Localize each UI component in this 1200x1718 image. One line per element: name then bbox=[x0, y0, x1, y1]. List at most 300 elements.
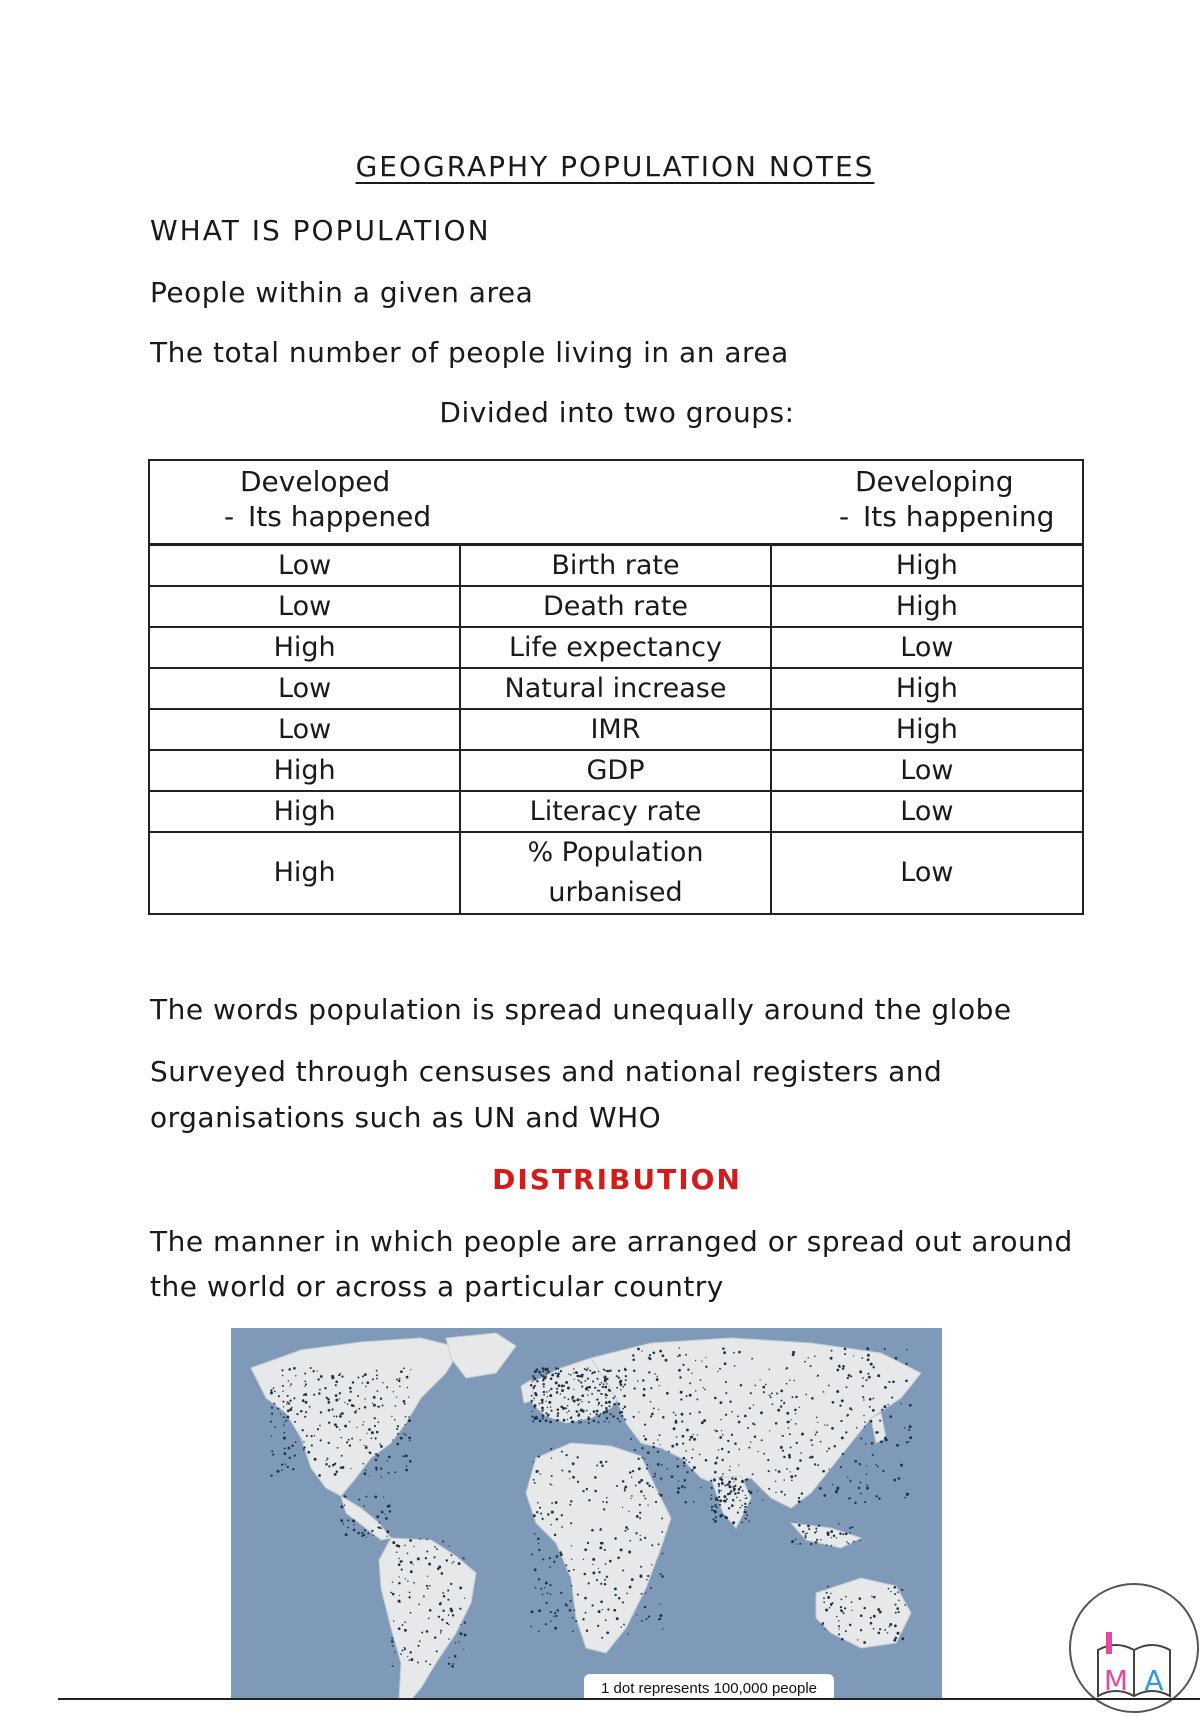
population-dot bbox=[446, 1622, 448, 1624]
population-dot bbox=[740, 1384, 743, 1387]
population-dot bbox=[286, 1415, 289, 1418]
population-dot bbox=[455, 1642, 456, 1643]
population-dot bbox=[893, 1639, 896, 1642]
population-dot bbox=[536, 1511, 538, 1513]
population-dot bbox=[832, 1484, 833, 1485]
population-dot bbox=[382, 1382, 383, 1383]
population-dot bbox=[614, 1396, 616, 1398]
africa-shape bbox=[526, 1443, 671, 1653]
population-dot bbox=[829, 1607, 831, 1609]
population-dot bbox=[604, 1375, 607, 1378]
population-dot bbox=[815, 1434, 817, 1436]
population-dot bbox=[748, 1490, 750, 1492]
population-dot bbox=[775, 1492, 776, 1493]
population-dot bbox=[904, 1497, 906, 1499]
population-dot bbox=[343, 1523, 345, 1525]
population-dot bbox=[594, 1476, 597, 1479]
population-dot bbox=[743, 1511, 745, 1513]
population-dot bbox=[607, 1608, 609, 1610]
population-dot bbox=[650, 1401, 652, 1403]
population-dot bbox=[768, 1470, 770, 1472]
population-dot bbox=[272, 1454, 273, 1455]
population-dot bbox=[676, 1436, 678, 1438]
population-dot bbox=[739, 1500, 741, 1502]
population-dot bbox=[365, 1469, 367, 1471]
population-dot bbox=[281, 1469, 283, 1471]
population-dot bbox=[302, 1410, 303, 1411]
population-dot bbox=[733, 1489, 735, 1491]
population-dot bbox=[725, 1414, 727, 1416]
population-dot bbox=[620, 1626, 621, 1627]
surveyed-line-1: Surveyed through censuses and national registers and bbox=[150, 1055, 943, 1088]
population-dot bbox=[729, 1400, 731, 1402]
population-dot bbox=[354, 1411, 357, 1414]
population-dot bbox=[292, 1468, 294, 1470]
population-dot bbox=[317, 1370, 318, 1371]
population-dot bbox=[879, 1611, 882, 1614]
population-dot bbox=[290, 1386, 291, 1387]
population-dot bbox=[757, 1490, 758, 1491]
population-dot bbox=[890, 1591, 891, 1592]
population-dot bbox=[867, 1354, 870, 1357]
population-dot bbox=[648, 1615, 650, 1617]
population-dot bbox=[864, 1501, 866, 1503]
population-dot bbox=[589, 1370, 591, 1372]
population-dot bbox=[327, 1458, 329, 1460]
population-dot bbox=[703, 1387, 704, 1388]
population-dot bbox=[621, 1411, 623, 1413]
population-dot bbox=[728, 1484, 730, 1486]
population-dot bbox=[827, 1533, 830, 1536]
population-dot bbox=[598, 1404, 600, 1406]
population-dot bbox=[848, 1498, 850, 1500]
population-dot bbox=[393, 1391, 394, 1392]
population-dot bbox=[666, 1392, 669, 1395]
population-dot bbox=[328, 1442, 330, 1444]
population-dot bbox=[550, 1448, 552, 1450]
population-dot bbox=[836, 1537, 837, 1538]
population-dot bbox=[624, 1384, 626, 1386]
population-dot bbox=[745, 1479, 747, 1481]
population-dot bbox=[584, 1573, 587, 1576]
population-dot bbox=[860, 1614, 863, 1617]
population-dot bbox=[769, 1430, 770, 1431]
population-dot bbox=[646, 1618, 648, 1620]
population-dot bbox=[283, 1432, 285, 1434]
population-dot bbox=[796, 1442, 798, 1444]
population-dot bbox=[549, 1557, 551, 1559]
population-dot bbox=[731, 1504, 734, 1507]
population-dot bbox=[442, 1610, 444, 1612]
population-dot bbox=[866, 1347, 869, 1350]
population-dot bbox=[388, 1456, 391, 1459]
population-dot bbox=[304, 1386, 305, 1387]
population-dot bbox=[283, 1406, 284, 1407]
population-dot bbox=[382, 1405, 384, 1407]
population-dot bbox=[781, 1400, 783, 1402]
population-dot bbox=[350, 1391, 352, 1393]
population-dot bbox=[540, 1473, 542, 1475]
population-dot bbox=[404, 1621, 406, 1623]
population-dot bbox=[606, 1378, 608, 1380]
population-dot bbox=[629, 1586, 632, 1589]
population-dot bbox=[287, 1466, 289, 1468]
population-dot bbox=[283, 1437, 286, 1440]
population-dot bbox=[614, 1537, 616, 1539]
population-dot bbox=[795, 1413, 796, 1414]
population-dot bbox=[371, 1437, 373, 1439]
population-dot bbox=[332, 1464, 335, 1467]
population-dot bbox=[289, 1400, 291, 1402]
population-dot bbox=[577, 1594, 579, 1596]
population-dot bbox=[606, 1417, 609, 1420]
population-dot bbox=[598, 1402, 600, 1404]
population-dot bbox=[629, 1540, 631, 1542]
brand-logo bbox=[1064, 1578, 1200, 1718]
population-dot bbox=[396, 1443, 399, 1446]
population-dot bbox=[891, 1397, 893, 1399]
population-dot bbox=[654, 1475, 656, 1477]
population-dot bbox=[596, 1465, 598, 1467]
population-dot bbox=[811, 1397, 814, 1400]
population-dot bbox=[312, 1370, 314, 1372]
population-dot bbox=[541, 1518, 543, 1520]
population-dot bbox=[556, 1518, 559, 1521]
population-dot bbox=[860, 1493, 862, 1495]
population-dot bbox=[618, 1377, 620, 1379]
population-dot bbox=[359, 1439, 361, 1441]
population-dot bbox=[560, 1393, 562, 1395]
population-dot bbox=[878, 1497, 880, 1499]
population-dot bbox=[538, 1609, 541, 1612]
population-dot bbox=[561, 1389, 564, 1392]
population-dot bbox=[571, 1559, 572, 1560]
population-dot bbox=[616, 1617, 619, 1620]
population-dot bbox=[763, 1391, 765, 1393]
india-shape bbox=[711, 1476, 751, 1528]
population-dot bbox=[553, 1616, 554, 1617]
developing-value: High bbox=[771, 709, 1083, 750]
population-dot bbox=[699, 1454, 701, 1456]
population-dot bbox=[533, 1398, 534, 1399]
population-dot bbox=[846, 1541, 847, 1542]
population-dot bbox=[409, 1651, 411, 1653]
population-dot bbox=[555, 1615, 557, 1617]
population-dot bbox=[277, 1470, 280, 1473]
population-dot bbox=[450, 1608, 453, 1611]
population-dot bbox=[274, 1391, 276, 1393]
population-dot bbox=[827, 1586, 829, 1588]
population-dot bbox=[533, 1387, 535, 1389]
population-dot bbox=[440, 1630, 442, 1632]
population-dot bbox=[618, 1403, 621, 1406]
population-dot bbox=[408, 1596, 410, 1598]
population-dot bbox=[671, 1445, 674, 1448]
population-dot bbox=[293, 1367, 296, 1370]
population-dot bbox=[464, 1634, 467, 1637]
population-dot bbox=[560, 1592, 562, 1594]
population-dot bbox=[659, 1604, 660, 1605]
population-dot bbox=[581, 1386, 583, 1388]
population-dot bbox=[901, 1637, 904, 1640]
population-dot bbox=[718, 1489, 720, 1491]
population-dot bbox=[567, 1405, 569, 1407]
population-dot bbox=[270, 1474, 272, 1476]
population-dot bbox=[831, 1605, 832, 1606]
population-dot bbox=[387, 1505, 390, 1508]
population-dot bbox=[392, 1593, 395, 1596]
population-dot bbox=[560, 1405, 563, 1408]
population-dot bbox=[410, 1561, 413, 1564]
population-dot bbox=[556, 1388, 558, 1390]
population-dot bbox=[682, 1443, 684, 1445]
population-dot bbox=[581, 1419, 582, 1420]
population-dot bbox=[585, 1388, 588, 1391]
population-dot bbox=[375, 1437, 377, 1439]
population-dot bbox=[637, 1458, 639, 1460]
population-dot bbox=[680, 1398, 682, 1400]
population-dot bbox=[337, 1447, 339, 1449]
population-dot bbox=[810, 1543, 812, 1545]
population-dot bbox=[326, 1397, 328, 1399]
population-dot bbox=[688, 1461, 690, 1463]
population-dot bbox=[537, 1538, 540, 1541]
population-dot bbox=[796, 1467, 799, 1470]
population-dot bbox=[398, 1558, 399, 1559]
population-dot bbox=[565, 1454, 567, 1456]
population-dot bbox=[720, 1419, 721, 1420]
population-dot bbox=[761, 1439, 763, 1441]
population-dot bbox=[836, 1616, 838, 1618]
population-dot bbox=[863, 1399, 865, 1401]
population-dot bbox=[721, 1430, 722, 1431]
population-dot bbox=[799, 1459, 802, 1462]
population-dot bbox=[531, 1610, 534, 1613]
population-dot bbox=[407, 1387, 408, 1388]
population-dot bbox=[789, 1433, 791, 1435]
population-dot bbox=[320, 1439, 322, 1441]
population-dot bbox=[908, 1429, 910, 1431]
population-dot bbox=[364, 1445, 365, 1446]
population-dot bbox=[585, 1612, 587, 1614]
population-dot bbox=[864, 1426, 865, 1427]
population-dot bbox=[859, 1540, 860, 1541]
population-dot bbox=[534, 1370, 537, 1373]
population-dot bbox=[831, 1545, 833, 1547]
population-dot bbox=[863, 1607, 865, 1609]
population-dot bbox=[567, 1419, 568, 1420]
population-dot bbox=[691, 1373, 692, 1374]
population-dot bbox=[550, 1620, 551, 1621]
population-dot bbox=[542, 1370, 544, 1372]
population-dot bbox=[427, 1576, 428, 1577]
indicator-label: Death rate bbox=[460, 586, 771, 627]
population-dot bbox=[303, 1446, 305, 1448]
population-dot bbox=[572, 1617, 574, 1619]
population-dot bbox=[572, 1630, 574, 1632]
population-dot bbox=[339, 1398, 340, 1399]
population-dot bbox=[392, 1665, 394, 1667]
population-dot bbox=[815, 1528, 817, 1530]
population-dot bbox=[799, 1543, 801, 1545]
population-dot bbox=[371, 1431, 374, 1434]
population-dot bbox=[601, 1394, 602, 1395]
population-dot bbox=[678, 1480, 679, 1481]
distribution-line-1: The manner in which people are arranged or spread out around bbox=[150, 1225, 1073, 1258]
population-dot bbox=[442, 1540, 444, 1542]
population-dot bbox=[426, 1585, 428, 1587]
population-dot bbox=[889, 1623, 892, 1626]
population-dot bbox=[570, 1522, 572, 1524]
population-dot bbox=[754, 1435, 757, 1438]
population-dot bbox=[460, 1624, 461, 1625]
central-america-shape bbox=[341, 1496, 391, 1540]
population-dot bbox=[905, 1379, 908, 1382]
population-dot bbox=[557, 1412, 559, 1414]
population-dot bbox=[878, 1432, 879, 1433]
population-dot bbox=[581, 1394, 584, 1397]
population-dot bbox=[620, 1384, 623, 1387]
population-dot bbox=[823, 1601, 825, 1603]
population-dot bbox=[426, 1538, 428, 1540]
population-dot bbox=[727, 1493, 729, 1495]
population-dot bbox=[429, 1609, 432, 1612]
population-dot bbox=[622, 1386, 624, 1388]
population-dot bbox=[734, 1485, 736, 1487]
population-dot bbox=[895, 1612, 897, 1614]
population-dot bbox=[794, 1475, 796, 1477]
population-dot bbox=[838, 1620, 839, 1621]
population-dot bbox=[871, 1442, 874, 1445]
population-dot bbox=[404, 1545, 406, 1547]
population-dot bbox=[576, 1410, 578, 1412]
population-dot bbox=[605, 1411, 607, 1413]
population-dot bbox=[429, 1585, 431, 1587]
population-dot bbox=[375, 1466, 378, 1469]
population-dot bbox=[760, 1411, 763, 1414]
population-dot bbox=[717, 1499, 719, 1501]
population-dot bbox=[545, 1623, 547, 1625]
population-dot bbox=[403, 1433, 404, 1434]
population-dot bbox=[375, 1459, 378, 1462]
indicator-label: Life expectancy bbox=[460, 627, 771, 668]
population-dot bbox=[840, 1606, 842, 1608]
population-dot bbox=[448, 1614, 449, 1615]
population-dot bbox=[271, 1413, 273, 1415]
population-dot bbox=[577, 1414, 580, 1417]
population-dot bbox=[686, 1459, 688, 1461]
population-dot bbox=[406, 1376, 409, 1379]
population-dot bbox=[746, 1497, 748, 1499]
population-dot bbox=[675, 1420, 677, 1422]
population-dot bbox=[438, 1566, 441, 1569]
population-dot bbox=[557, 1408, 560, 1411]
population-dot bbox=[324, 1387, 326, 1389]
population-dot bbox=[662, 1416, 665, 1419]
population-dot bbox=[287, 1447, 290, 1450]
population-dot bbox=[549, 1390, 550, 1391]
population-dot bbox=[351, 1438, 353, 1440]
population-dot bbox=[409, 1539, 412, 1542]
population-dot bbox=[543, 1391, 545, 1393]
population-dot bbox=[583, 1559, 584, 1560]
population-dot bbox=[550, 1524, 552, 1526]
population-dot bbox=[394, 1419, 396, 1421]
population-dot bbox=[531, 1395, 533, 1397]
population-dot bbox=[408, 1419, 411, 1422]
population-dot bbox=[464, 1597, 465, 1598]
population-dot bbox=[742, 1490, 744, 1492]
population-dot bbox=[768, 1488, 770, 1490]
population-dot bbox=[536, 1417, 538, 1419]
population-dot bbox=[887, 1404, 888, 1405]
population-dot bbox=[606, 1576, 608, 1578]
population-dot bbox=[819, 1487, 822, 1490]
population-dot bbox=[362, 1382, 364, 1384]
population-dot bbox=[407, 1553, 409, 1555]
population-dot bbox=[605, 1397, 606, 1398]
population-dot bbox=[341, 1412, 344, 1415]
population-dot bbox=[273, 1403, 275, 1405]
population-dot bbox=[545, 1602, 547, 1604]
population-dot bbox=[423, 1595, 425, 1597]
population-dot bbox=[878, 1608, 880, 1610]
population-dot bbox=[881, 1409, 883, 1411]
population-dot bbox=[270, 1392, 273, 1395]
population-dot bbox=[542, 1558, 544, 1560]
population-dot bbox=[407, 1656, 408, 1657]
population-dot bbox=[739, 1507, 741, 1509]
population-dot bbox=[868, 1376, 871, 1379]
population-dot bbox=[358, 1499, 360, 1501]
population-dot bbox=[715, 1516, 717, 1518]
population-dot bbox=[291, 1407, 293, 1409]
population-dot bbox=[870, 1363, 873, 1366]
population-dot bbox=[362, 1375, 364, 1377]
greenland-shape bbox=[446, 1333, 516, 1378]
population-dot bbox=[904, 1604, 906, 1606]
population-dot bbox=[627, 1528, 629, 1530]
population-dot bbox=[656, 1379, 658, 1381]
population-dot bbox=[341, 1466, 344, 1469]
population-dot bbox=[786, 1367, 788, 1369]
population-dot bbox=[389, 1510, 392, 1513]
population-dot bbox=[816, 1539, 818, 1541]
population-dot bbox=[661, 1517, 663, 1519]
population-dot bbox=[838, 1625, 840, 1627]
population-dot bbox=[711, 1494, 712, 1495]
population-dot bbox=[854, 1502, 856, 1504]
population-dot bbox=[829, 1469, 830, 1470]
population-dot bbox=[795, 1396, 797, 1398]
population-dot bbox=[831, 1427, 834, 1430]
population-dot bbox=[533, 1377, 536, 1380]
population-dot bbox=[783, 1456, 785, 1458]
population-dot bbox=[334, 1423, 337, 1426]
population-dot bbox=[870, 1617, 872, 1619]
population-dot bbox=[277, 1408, 279, 1410]
population-dot bbox=[303, 1441, 304, 1442]
population-dot bbox=[715, 1504, 717, 1506]
population-dot bbox=[341, 1375, 343, 1377]
population-dot bbox=[534, 1533, 536, 1535]
population-dot bbox=[530, 1626, 532, 1628]
population-dot bbox=[798, 1497, 800, 1499]
population-dot bbox=[671, 1475, 674, 1478]
population-dot bbox=[304, 1381, 306, 1383]
population-dot bbox=[782, 1435, 784, 1437]
population-dot bbox=[786, 1412, 789, 1415]
